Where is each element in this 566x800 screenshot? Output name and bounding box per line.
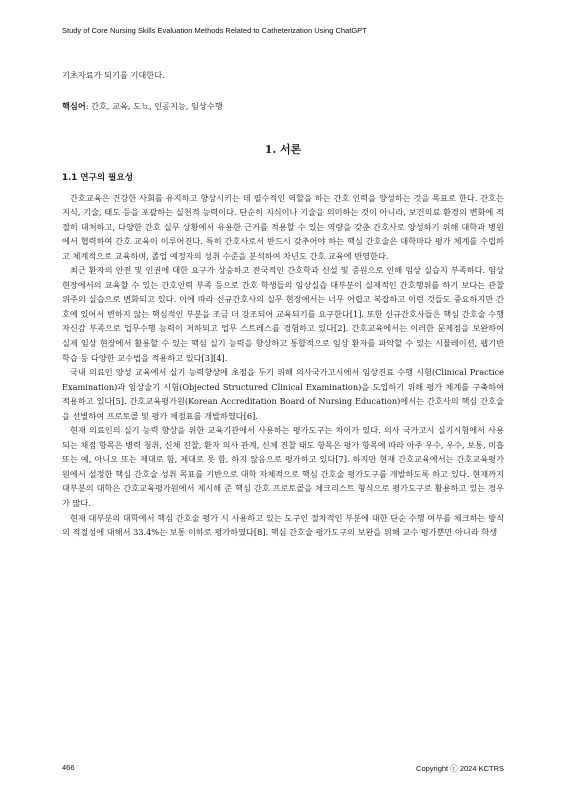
article-body <box>62 68 504 540</box>
paragraph-1: 간호교육은 건강한 사회를 유지하고 향상시키는 데 필수적인 역할을 하는 간호 인력을 양성하는 것을 목표로 한다. 간호는 지식, 기술, 태도 등을 포괄하는 실천적 능력이다. 단순히 지식이나 기술을 의미하는 것이 아니라, 보건의료 환경의 변화에 적절히 대처하고, 다양한 간호 실무 상황에서 유용한 근거를 적용할 수 있는 역량을 갖춘 간호사로 양성하기 위해 대학과 병원에서 협력하여 간호 교육이 이루어진다. 특히 간호사로서 반드시 갖추어야 하는 핵심 간호술은 대학마다 평가 체계를 수립하고 체계적으로 교육하며, 졸업 예정자의 성취 수준을 분석하여 차년도 간호 교육에 반영한다. <box>62 192 504 261</box>
running-head: Study of Core Nursing Skills Evaluation Methods Related to Catheterization Using ChatGPT <box>62 26 367 35</box>
keywords <box>62 99 504 113</box>
keywords-label: 핵심어 <box>62 100 86 111</box>
paragraph-2: 최근 환자의 안전 및 인권에 대한 요구가 상승하고 전국적인 간호학과 신설 및 증원으로 인해 임상 실습지 부족하다. 임상 현장에서의 교육할 수 있는 간호인력 부족 등으로 간호 학생들의 임상실습 대부분이 실제적인 간호행위를 하기 보다는 관찰 위주의 실습으로 변화되고 있다. 이에 따라 신규간호사의 실무 현장에서는 너무 어렵고 복잡하고 이런 것들도 중요하지만 간호에 있어서 변하지 않는 핵심적인 부분을 조금 더 강조되어 교육되기를 요구한다[1]. 또한 신규간호사들은 핵심 간호술 수행자신감 부족으로 업무수행 능력이 저하되고 업무 스트레스를 경험하고 있다[2]. 간호교육에서는 이러한 문제점을 보완하여 실제 임상 현장에서 활용할 수 있는 핵심 실기 능력을 향상하고 통합적으로 임상 환자를 파악할 수 있는 시뮬레이션, 웹기반학습 등 다양한 교수법을 적용하고 있다[3][4]. <box>62 265 504 363</box>
paragraph-5: 현재 대부분의 대학에서 핵심 간호술 평가 시 사용하고 있는 도구인 절차적인 부분에 대한 단순 수행 여부를 체크하는 방식의 적절성에 대해서 33.4%는 보통 이하로 평가하였다[8]. 핵심 간호술 평가도구의 보완을 위해 교수 평가뿐만 아니라 학생 <box>62 512 504 538</box>
section-title: 1. 서론 <box>264 142 302 156</box>
subsection-title: 1.1 연구의 필요성 <box>62 172 134 183</box>
paragraph-3: 국내 의료인 양성 교육에서 실기 능력향상에 초점을 두기 위해 의사국가고시에서 임상진료 수행 시험(Clinical Practice Examination)과 임상술기 시험(Objected Structured Clinical Examination)을 도입하기 위해 평가 체계를 구축하여 적용하고 있다[5]. 간호교육평가원(Korean Accreditation Board of Nursing Education)에서는 간호사의 핵심 간호술을 선별하여 프로토콜 및 평가 체점표를 개발하였다[6]. <box>62 367 504 421</box>
page-number: 466 <box>62 763 75 772</box>
keywords-text: : 간호, 교육, 도뇨, 인공지능, 임상수행 <box>85 100 223 111</box>
copyright: Copyright ⓒ 2024 KCTRS <box>416 764 504 773</box>
abstract-last-line: 기초자료가 되기를 기대한다. <box>62 70 165 80</box>
paragraph-4: 현재 의료인의 실기 능력 향상을 위한 교육기관에서 사용하는 평가도구는 차이가 있다. 의사 국가고시 실기시험에서 사용되는 채점 항목은 병력 청취, 신체 진찰, 환자 의사 관계, 신체 진찰 태도 항목은 평가 항목에 따라 아주 우수, 우수, 보통, 미흡 또는 예, 아니오 또는 제대로 함, 제대로 못 함, 하지 않음으로 평가하고 있다[7]. 하지만 현재 간호교육에서는 간호교육평가원에서 설정한 핵심 간호술 성취 목표를 기반으로 대학 자체적으로 핵심 간호술 평가도구를 개발하도록 하고 있다. 현재까지 대부분의 대학은 간호교육평가원에서 제시해 준 핵심 간호 프로토콜을 체크리스트 형식으로 평가도구로 활용하고 있는 경우가 많다. <box>62 425 504 509</box>
